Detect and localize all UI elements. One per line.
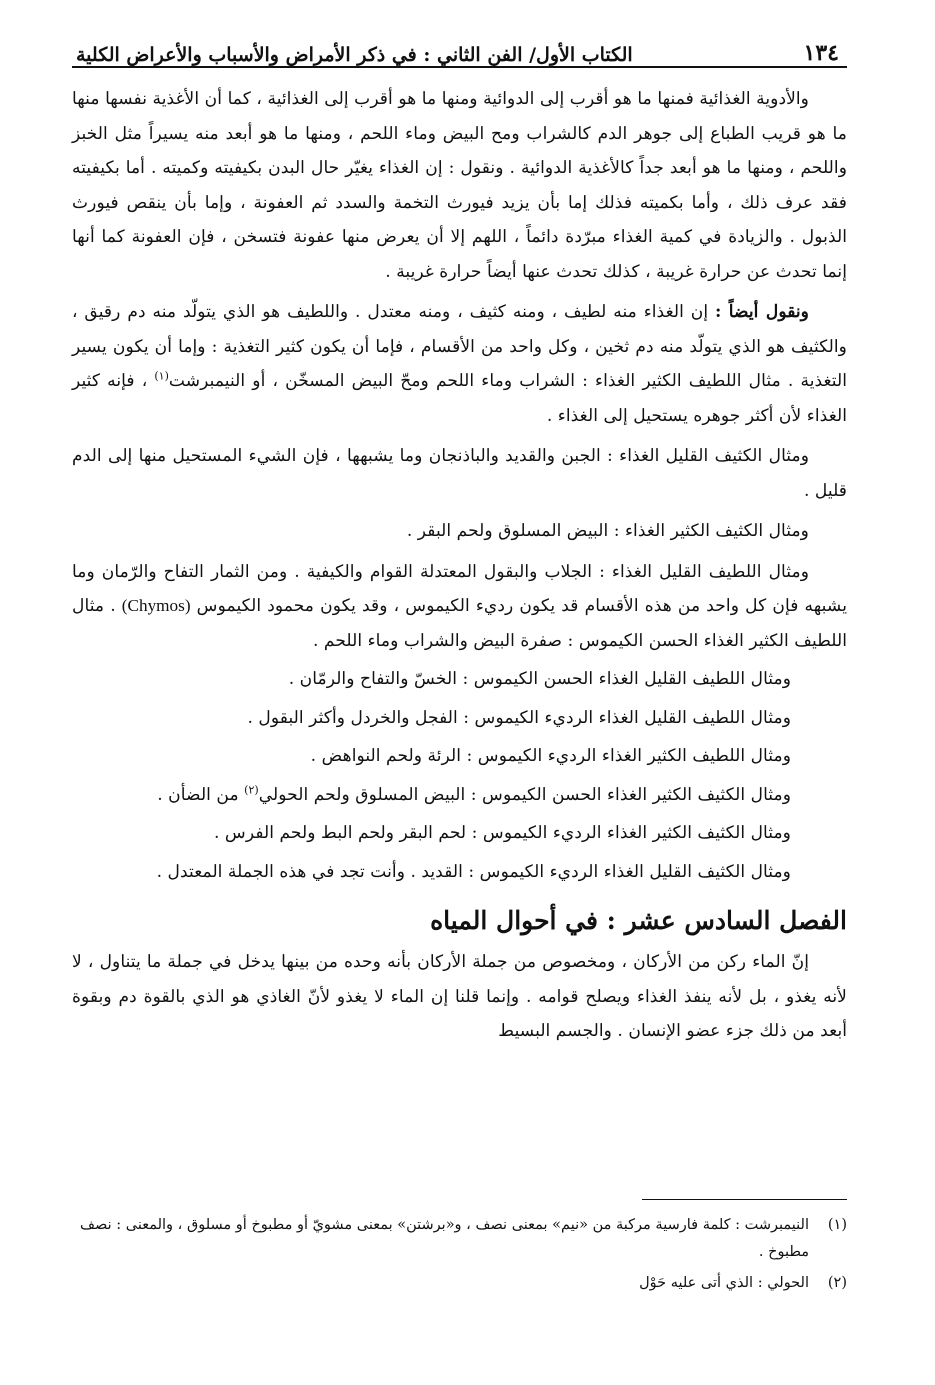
paragraph-water: إنّ الماء ركن من الأركان ، ومخصوص من جملة الأركان بأنه وحده من بينها يدخل في جملة ما يتناول ، لا لأنه يغذو ، بل لأنه ينفذ الغذاء ويصلح قوامه . وإنما قلنا إن الماء لا يغذو لأنّ الغاذي هو الذي بالقوة دم وبقوة أبعد من ذلك جزء عضو الإنسان . والجسم البسيط [72,952,847,1041]
footnote-text: الحولي : الذي أتى عليه حَوْل [639,1275,809,1291]
book-page [72,22,847,1362]
footnote-item [72,1270,847,1297]
paragraph-light-low [72,555,847,659]
page-number: ١٣٤ [803,40,839,66]
footnote-marker[interactable]: (٢) [244,782,259,796]
paragraph-text: إن الغذاء منه لطيف ، ومنه كثيف ، ومنه معتدل . واللطيف هو الذي يتولّد منه دم رقيق ، والكثيف هو الذي يتولّد منه دم ثخين ، وكل واحد من الأقسام ، فإما أن يكون كثير التغذية : وإما أن يكون يسير التغذية . مثال اللطيف الكثير الغذاء : الشراب وماء اللحم ومحّ البيض المسخّن ، أو النيمبرشت [72,302,847,391]
paragraph-lead: ونقول أيضاً : [715,302,809,322]
latin-term: (Chymos) [121,596,191,615]
example-line: ومثال اللطيف الكثير الغذاء الرديء الكيموس : الرئة ولحم النواهض . [310,746,791,766]
section-heading: الفصل السادس عشر : في أحوال المياه [430,906,847,935]
example-line: ومثال اللطيف القليل الغذاء الرديء الكيموس : الفجل والخردل وأكثر البقول . [247,707,791,728]
footnote-text: النيمبرشت : كلمة فارسية مركبة من «نيم» بمعنى نصف ، و«برشتن» بمعنى مشويّ أو مطبوخ أو مسلوق ، والمعنى : نصف مطبوخ . [80,1217,809,1260]
running-header [72,22,847,68]
page-body [72,82,847,1049]
paragraph-dense-high: ومثال الكثيف الكثير الغذاء : البيض المسلوق ولحم البقر . [406,521,809,541]
paragraph-text: ، فإنه كثير الغذاء لأن أكثر جوهره يستحيل إلى الغذاء . [72,371,847,426]
example-line: ومثال الكثيف الكثير الغذاء الرديء الكيموس : لحم البقر ولحم البط ولحم الفرس . [213,823,791,843]
footnote-number: (١) [827,1217,847,1233]
footnotes [72,1199,847,1297]
footnote-divider [642,1199,847,1200]
paragraph-text: ومثال الكثيف الكثير الغذاء الحسن الكيموس : البيض المسلوق ولحم الحولي [258,784,791,805]
header-title: الكتاب الأول/ الفن الثاني : في ذكر الأمراض والأسباب والأعراض الكلية [76,44,633,66]
paragraph-food-types [72,295,847,433]
paragraph-dense-low: ومثال الكثيف القليل الغذاء : الجبن والقديد والباذنجان وما يشبهها ، فإن الشيء المستحيل منها إلى الدم قليل . [72,446,847,501]
example-line: ومثال الكثيف القليل الغذاء الرديء الكيموس : القديد . وأنت تجد في هذه الجملة المعتدل . [156,861,791,882]
paragraph-intro: والأدوية الغذائية فمنها ما هو أقرب إلى الدوائية ومنها ما هو أقرب إلى الغذائية ، كما أن الأغذية نفسها منها ما هو قريب الطباع إلى جوهر الدم كالشراب ومح البيض وماء اللحم ، ومنها ما هو أبعد منه يسيراً مثل الخبز واللحم ، ومنها ما هو أبعد جداً كالأغذية الدوائية . ونقول : إن الغذاء يغيّر حال البدن بكيفيته وكميته . أما بكيفيته فقد عرف ذلك ، وأما بكميته فذلك إما بأن يزيد فيورث التخمة والسدد ثم العفونة ، وإما بأن ينقص فيورث الذبول . والزيادة في كمية الغذاء مبرّدة دائماً ، اللهم إلا أن يعرض منها عفونة فتسخن ، فإن العفونة كما أنها إنما تحدث عن حرارة غريبة ، كذلك تحدث عنها أيضاً حرارة غريبة . [72,89,847,282]
footnote-number: (٢) [827,1275,847,1291]
paragraph-text: ومثال اللطيف القليل الغذاء : الجلاب والبقول المعتدلة القوام والكيفية . ومن الثمار التفاح والرّمان وما يشبهه فإن كل واحد من هذه الأقسام قد يكون رديء الكيموس ، وقد يكون محمود الكيموس [72,561,847,616]
example-line [72,778,847,813]
footnote-marker[interactable]: (١) [154,369,169,383]
example-line: ومثال اللطيف القليل الغذاء الحسن الكيموس : الخسّ والتفاح والرمّان . [288,669,791,689]
paragraph-text: من الضأن . [157,784,245,805]
paragraph-text: . مثال اللطيف الكثير الغذاء الحسن الكيموس : صفرة البيض والشراب وماء اللحم . [72,596,847,651]
footnote-item [72,1212,847,1266]
